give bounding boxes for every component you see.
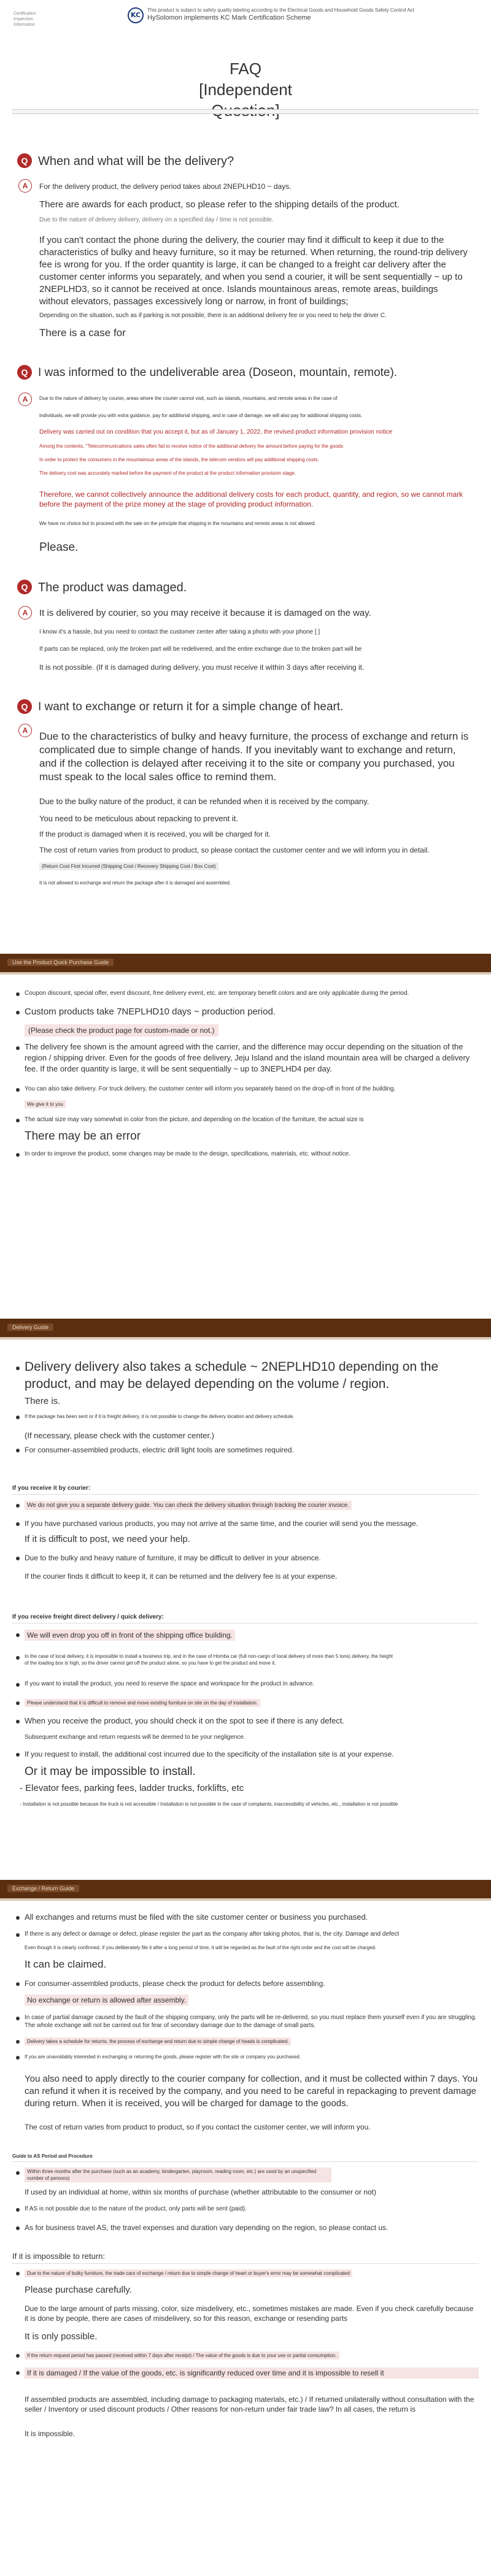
sec3-line-1: All exchanges and returns must be filed with the site customer center or business you purchased. <box>25 1912 368 1922</box>
courier-line-2-big: If it is difficult to post, we need your help. <box>25 1534 190 1544</box>
impossible-line-5: If assembled products are assembled, including damage to packaging materials, etc.) / If returned unilaterally without consultation with the seller / Inventory or used discount products / Other reasons for non-return under fair trade law? In all cases, the return is <box>25 2395 474 2413</box>
courier-line-2: If you have purchased various products, you may not arrive at the same time, and the courier will send you the message. <box>25 1519 418 1528</box>
sec1-bullet-2-note: (Please check the product page for custom-made or not.) <box>25 1024 218 1037</box>
freight-subheading: If you receive freight direct delivery / quick delivery: <box>12 1614 164 1620</box>
section-underline <box>0 972 491 975</box>
bullet-icon <box>16 992 20 996</box>
freight-line-1: We will even drop you off in front of the shipping office building. <box>25 1630 235 1641</box>
question-marker-icon: Q <box>17 699 32 714</box>
bullet-icon <box>16 1504 20 1508</box>
as-period-line-1: Within three months after the purchase (such as an academy, kindergarten, playroom, reading room, etc.) are used by an unspecified number of persons) <box>25 2168 331 2182</box>
sec1-bullet-2: Custom products take 7NEPLHD10 days ~ production period. <box>25 1006 276 1017</box>
as-period-line-4: As for business travel AS, the travel expenses and duration vary depending on the region, so please contact us. <box>25 2223 389 2232</box>
bullet-icon <box>16 1720 20 1723</box>
q3-answer-big: It is delivered by courier, so you may receive it because it is damaged on the way. <box>39 608 371 618</box>
bullet-icon <box>16 1046 20 1050</box>
question-marker-icon: Q <box>17 580 32 594</box>
subheading-divider <box>12 2263 479 2264</box>
freight-line-5: When you receive the product, you should check it on the spot to see if there is any defect. <box>25 1716 345 1725</box>
impossible-line-2: Due to the large amount of parts missing, color, size misdelivery, etc., sometimes mistakes are made. Even if you check carefully because it is done by people, there are cases of misdelivery, so for this reason, exchange or resending parts <box>25 2304 474 2323</box>
impossible-line-5-end: It is impossible. <box>25 2429 75 2438</box>
freight-line-4: Please understand that it is difficult to remove and move existing furniture on site on the day of installation. <box>25 1699 260 1707</box>
bullet-icon <box>16 2208 20 2212</box>
q4-line-5: It is not allowed to exchange and return the package after it is damaged and assembled. <box>39 880 231 886</box>
q2-line-6: The delivery cost was accurately marked before the payment of the product at the product information provision stage. <box>39 470 296 476</box>
certification-labels <box>14 11 124 28</box>
sec3-line-4: For consumer-assembled products, please check the product for defects before assembling. <box>25 1979 325 1988</box>
courier-line-3: Due to the bulky and heavy nature of furniture, it may be difficult to deliver in your absence. <box>25 1554 321 1562</box>
sec3-claim-big: It can be claimed. <box>25 1958 107 1970</box>
q2-no-choice: We have no choice but to proceed with the sale on the principle that shipping in the mountains and remote areas is not allowed. <box>39 521 316 526</box>
q4-question: I want to exchange or return it for a simple change of heart. <box>38 700 344 713</box>
question-marker-icon: Q <box>17 153 32 168</box>
q1-note: Due to the nature of delivery delivery, delivery on a specified day / time is not possible. <box>39 217 274 223</box>
sec1-bullet-4-note: We give it to you <box>25 1100 66 1108</box>
title-divider <box>12 109 479 114</box>
certification-strip <box>0 0 491 38</box>
question-marker-icon: Q <box>17 365 32 380</box>
q4-line-3: If the product is damaged when it is received, you will be charged for it. <box>39 830 271 838</box>
q3-line-2: If parts can be replaced, only the broken part will be redelivered, and the entire exchange due to the broken part will be <box>39 646 362 653</box>
q1-paragraph: If you can't contact the phone during the delivery, the courier may find it difficult to keep it due to the characteristics of bulky and heavy furniture, so it may be returned. When returning, the round-trip delivery fee is wrong for you. If the order quantity is large, it can be changed to a freight car delivery after the customer center informs you separately, and when you send a courier, it will be sent sequentially ~ up to 2NEPLHD3, so it cannot be received at once. Islands mountainous areas, remote areas, buildings without elevators, passages excessively long or narrow, in front of buildings; <box>39 235 468 307</box>
bullet-icon <box>16 1011 20 1014</box>
q4-line-2: You need to be meticulous about repacking to prevent it. <box>39 814 239 823</box>
bullet-icon <box>16 2040 20 2044</box>
bullet-icon <box>16 2371 20 2375</box>
impossible-subheading: If it is impossible to return: <box>12 2252 105 2261</box>
section-label: Use the Product Quick Purchase Guide <box>7 959 114 966</box>
sec2-delivery-big: Delivery delivery also takes a schedule ~ 2NEPLHD10 depending on the product, and may be delayed depending on the volume / region. <box>25 1360 439 1391</box>
answer-marker-icon: A <box>18 606 32 619</box>
bullet-icon <box>16 1933 20 1937</box>
section-underline <box>0 1898 491 1901</box>
bullet-icon <box>16 1367 20 1370</box>
q1-answer-big: There are awards for each product, so please refer to the shipping details of the product. <box>39 199 400 210</box>
bullet-icon <box>16 1153 20 1157</box>
freight-line-7-big: Or it may be impossible to install. <box>25 1765 196 1778</box>
faq-title: FAQ [Independent <box>199 59 292 99</box>
q3-question: The product was damaged. <box>38 581 187 594</box>
answer-marker-icon: A <box>18 179 32 193</box>
q2-line-2: individuals, we will provide you with extra guidance, pay for additional shipping, and in case of damage, we will also pay for additional shipping costs. <box>39 413 363 418</box>
impossible-line-1-big: Please purchase carefully. <box>25 2285 132 2295</box>
cert-label-3: Information <box>14 23 36 27</box>
freight-line-3: If you want to install the product, you need to reserve the space and workspace for the product in advance. <box>25 1681 314 1687</box>
bullet-icon <box>16 1982 20 1986</box>
freight-line-6: Subsequent exchange and return requests will be deemed to be your negligence. <box>25 1734 246 1741</box>
bullet-icon <box>16 2017 20 2020</box>
sec1-bullet-5-big: There may be an error <box>25 1130 141 1143</box>
as-period-line-3: If AS is not possible due to the nature of the product, only parts will be sent (paid). <box>25 2206 247 2212</box>
bullet-icon <box>16 1753 20 1757</box>
sec3-line-8: If you are unavoidably interested in exchanging or returning the goods, please register with the site or company you purchased. <box>25 2054 301 2060</box>
section-label: Delivery Guide <box>7 1324 53 1331</box>
section-underline <box>0 1337 491 1340</box>
sec1-bullet-1: Coupon discount, special offer, event discount, free delivery event, etc. are temporary benefit colors and are only applicable during the period. <box>25 990 409 997</box>
bullet-icon <box>16 1633 20 1637</box>
sec1-bullet-4: You can also take delivery. For truck delivery, the customer center will inform you separately based on the drop-off in front of the building. <box>25 1086 396 1092</box>
q1-end: There is a case for <box>39 327 126 339</box>
q4-line-1: Due to the bulky nature of the product, it can be refunded when it is received by the company. <box>39 797 369 806</box>
section-header-quick-purchase <box>0 954 491 972</box>
q4-return-cost-chip: (Return Cost First Incurred (Shipping Cost / Recovery Shipping Cost / Box Cost) <box>39 862 218 870</box>
section-header-delivery <box>0 1319 491 1337</box>
freight-line-8: - Elevator fees, parking fees, ladder trucks, forklifts, etc <box>20 1783 244 1793</box>
courier-subheading: If you receive it by courier: <box>12 1485 91 1492</box>
section-label: Exchange / Return Guide <box>7 1885 79 1892</box>
q2-line-1: Due to the nature of delivery by courier, areas where the courier cannot visit, such as islands, mountains, and remote areas in the case of <box>39 396 338 401</box>
bullet-icon <box>16 2171 20 2175</box>
q2-line-5: In order to protect the consumers in the mountainous areas of the islands, the telecom vendors will pay additional shipping costs. <box>39 457 319 462</box>
courier-line-4: If the courier finds it difficult to keep it, it can be returned and the delivery fee is at your expense. <box>25 1572 338 1581</box>
bullet-icon <box>16 2056 20 2060</box>
courier-line-1: We do not give you a separate delivery guide. You can check the delivery situation through tracking the courier invoice. <box>25 1501 352 1510</box>
freight-line-2: In the case of local delivery, it is impossible to install a business trip, and in the case of Homba car (full non-cargo of local delivery of more than 5 tons) delivery, the height of the loading box is high, so the driver cannot get off the product alone, so you have to get the product and move it. <box>25 1654 393 1666</box>
bullet-icon <box>16 1522 20 1526</box>
sec1-bullet-3: The delivery fee shown is the amount agreed with the carrier, and the difference may occur depending on the situation of the region / shipping driver. Even for the goods of free delivery, Jeju Island and the island mountain area will be charged a delivery fee. If the order quantity is large, it will be sent sequentially ~ up to 3NEPLHD4 per day. <box>25 1042 470 1073</box>
impossible-line-4: If it is damaged / If the value of the goods, etc. is significantly reduced over time and it is impossible to resell it <box>25 2367 479 2379</box>
answer-marker-icon: A <box>18 393 32 406</box>
as-period-subheading: Guide to AS Period and Procedure <box>12 2153 93 2159</box>
q3-line-1: I know it's a hassle, but you need to contact the customer center after taking a photo with your phone [ ] <box>39 629 320 635</box>
subheading-divider <box>12 2161 479 2162</box>
kc-mark-logo: KC <box>128 7 144 23</box>
bullet-icon <box>16 1119 20 1122</box>
subheading-divider <box>12 1494 479 1495</box>
bullet-icon <box>16 2226 20 2230</box>
sec3-line-5: No exchange or return is allowed after assembly. <box>25 1995 188 2006</box>
q2-question: I was informed to the undeliverable area (Doseon, mountain, remote). <box>38 366 398 379</box>
sec2-line-1: If the package has been sent or if it is freight delivery, it is not possible to change the delivery location and delivery schedule. <box>25 1414 295 1419</box>
bullet-icon <box>16 2272 20 2275</box>
bullet-icon <box>16 1916 20 1920</box>
impossible-line-3: If the return request period has passed (received within 7 days after receipt) / The value of the goods is due to your use or partial consumption. <box>25 2352 339 2359</box>
answer-marker-icon: A <box>18 724 32 737</box>
freight-line-7: If you request to install, the additional cost incurred due to the specificity of the installation site is at your expense. <box>25 1750 394 1758</box>
bullet-icon <box>16 1683 20 1687</box>
sec2-line-3: For consumer-assembled products, electric drill light tools are sometimes required. <box>25 1446 294 1454</box>
section-header-exchange <box>0 1880 491 1898</box>
q3-line-3: It is not possible. (If it is damaged during delivery, you must receive it within 3 days after receiving it. <box>39 663 365 672</box>
cert-info-line1: This product is subject to safety quality labeling according to the Electrical Goods and Household Goods Safety Control Act <box>147 7 414 13</box>
sec3-line-7: Delivery takes a schedule for returns, the process of exchange and return due to simple change of heads is complicated. <box>25 2037 291 2045</box>
impossible-line-2-big: It is only possible. <box>25 2331 98 2342</box>
cert-label-2: Inspection <box>14 17 33 21</box>
sec1-bullet-6: In order to improve the product, some changes may be made to the design, specifications, materials, etc. without notice. <box>25 1151 350 1157</box>
cert-info-line2: HySolomon implements KC Mark Certification Scheme <box>147 14 311 21</box>
sec3-line-2: If there is any defect or damage or defect, please register the part as the company after taking photos, that is, the city. Damage and defect <box>25 1931 400 1938</box>
bullet-icon <box>16 2354 20 2358</box>
q2-please: Please. <box>39 541 79 554</box>
q2-line-3: Delivery was carried out on condition that you accept it, but as of January 1, 2022, the revised product information provision notice <box>39 429 393 435</box>
q2-line-4: Among the contents, "Telecommunications sales often fail to receive notice of the additional delivery fee amount before paying for the goods <box>39 443 344 449</box>
sec2-line-2: (If necessary, please check with the customer center.) <box>25 1431 215 1440</box>
freight-line-9: - Installation is not possible because the truck is not accessible / Installation is not possible in the case of complaints, inaccessibility of vehicles, etc., installation is not possible <box>20 1801 398 1807</box>
q1-question: When and what will be the delivery? <box>38 155 234 168</box>
bullet-icon <box>16 1088 20 1092</box>
sec3-big-paragraph: You also need to apply directly to the courier company for collection, and it must be collected within 7 days. You can refund it when it is received by the company, and you need to be careful in repackaging to prevent damage during return. When it is received, you will be charged for damage to the goods. <box>25 2074 478 2109</box>
q4-answer-big: Due to the characteristics of bulky and heavy furniture, the process of exchange and return is complicated due to simple change of hands. If you inevitably want to exchange and return, and if the collection is delayed after receiving it to the site or company you purchased, you must speak to the local sales office to remind them. <box>39 730 469 783</box>
as-period-line-2: If used by an individual at home, within six months of purchase (whether attributable to the consumer or not) <box>25 2188 376 2196</box>
bullet-icon <box>16 1449 20 1452</box>
sec3-line-6: In case of partial damage caused by the fault of the shipping company, only the parts will be re-delivered, so you must replace them yourself even if you are struggling. The whole exchange will not be carried out for fear of secondary damage due to the damage of small parts. <box>25 2014 477 2029</box>
impossible-line-1: Due to the nature of bulky furniture, the trade cars of exchange / return due to simple change of heart or buyer's error may be somewhat complicated <box>25 2269 352 2277</box>
sec2-there-is: There is. <box>25 1396 61 1406</box>
bullet-icon <box>16 1557 20 1560</box>
sec1-bullet-5: The actual size may vary somewhat in color from the picture, and depending on the location of the furniture, the actual size is <box>25 1116 364 1123</box>
bullet-icon <box>16 1416 20 1419</box>
bullet-icon <box>16 1701 20 1705</box>
sec3-line-3: Even though it is clearly confirmed, if you deliberately file it after a long period of time, it will be regarded as the fault of the right order and the cost will be charged. <box>25 1945 377 1950</box>
q4-line-4: The cost of return varies from product to product, so please contact the customer center and we will inform you in detail. <box>39 846 430 854</box>
sec3-line-9: The cost of return varies from product to product, so if you contact the customer center, we will inform you. <box>25 2123 371 2131</box>
bullet-icon <box>16 1656 20 1660</box>
cert-label-1: Certification <box>14 12 36 16</box>
certification-info <box>147 7 466 22</box>
q1-answer-line: For the delivery product, the delivery period takes about 2NEPLHD10 ~ days. <box>39 182 292 191</box>
q2-therefore: Therefore, we cannot collectively announce the additional delivery costs for each product, quantity, and region, so we cannot mark before the payment of the prize money at the stage of providing product information. <box>39 490 463 508</box>
q1-paragraph-small: Depending on the situation, such as if parking is not possible, there is an additional delivery fee or you need to help the driver C. <box>39 312 387 319</box>
